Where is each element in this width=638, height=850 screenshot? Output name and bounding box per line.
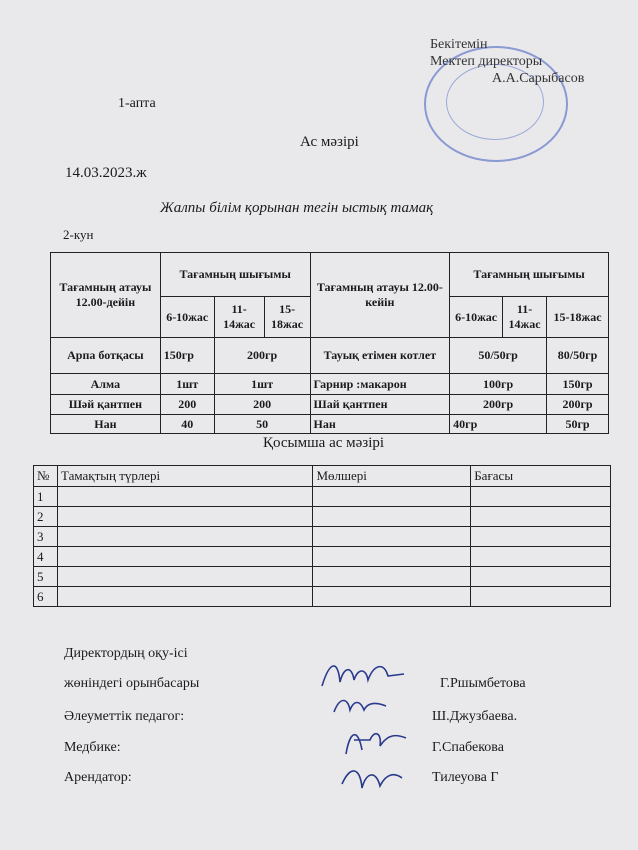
amount: 200 (214, 395, 310, 415)
amount: 1шт (214, 374, 310, 395)
amount: 1шт (160, 374, 214, 395)
dish-after: Тауық етімен котлет (310, 338, 450, 374)
header-age-6-10: 6-10жас (160, 297, 214, 338)
amount: 40гр (450, 415, 547, 434)
amount: 100гр (450, 374, 547, 395)
approval-line2: Мектеп директоры (430, 54, 543, 69)
approval-line3: А.А.Сарыбасов (492, 71, 585, 86)
table-row (51, 374, 609, 395)
amount: 200гр (450, 395, 547, 415)
signature-name: Ш.Джузбаева. (432, 709, 518, 724)
table-row (51, 338, 609, 374)
header-yield-before: Тағамның шығымы (160, 253, 310, 297)
header-number: № (34, 466, 58, 487)
date-label: 14.03.2023.ж (65, 165, 147, 181)
page-title: Ас мәзірі (300, 134, 359, 150)
dish-after: Гарнир :макарон (310, 374, 450, 395)
header-dish-before: Тағамның атауы 12.00-дейін (51, 253, 161, 338)
row-number: 4 (34, 547, 58, 567)
amount: 50гр (547, 415, 609, 434)
table-row (51, 415, 609, 434)
signature-role: Әлеуметтік педагог: (64, 709, 185, 724)
table-row (34, 507, 611, 527)
table-row (51, 395, 609, 415)
table-row (34, 547, 611, 567)
row-number: 3 (34, 527, 58, 547)
signature-role: Медбике: (64, 740, 121, 755)
header-yield-after: Тағамның шығымы (450, 253, 609, 297)
extra-menu-table (33, 465, 611, 607)
header-age-15-18: 15-18жас (264, 297, 310, 338)
header-age-6-10: 6-10жас (450, 297, 503, 338)
row-number: 6 (34, 587, 58, 607)
table-row (34, 487, 611, 507)
dish-after: Шай қантпен (310, 395, 450, 415)
menu-table (50, 252, 609, 434)
header-quantity: Мөлшері (313, 466, 471, 487)
header-age-11-14: 11-14жас (214, 297, 264, 338)
amount: 150гр (547, 374, 609, 395)
amount: 50/50гр (450, 338, 547, 374)
header-dish-after: Тағамның атауы 12.00-кейін (310, 253, 450, 338)
header-price: Бағасы (471, 466, 611, 487)
amount: 200гр (547, 395, 609, 415)
amount: 40 (160, 415, 214, 434)
table-row (34, 567, 611, 587)
approval-block (430, 36, 584, 87)
signature-scribble (318, 656, 408, 692)
amount: 150гр (160, 338, 214, 374)
signature-role: Директордың оқу-ісі (64, 646, 188, 661)
header-age-11-14: 11-14жас (503, 297, 547, 338)
row-number: 1 (34, 487, 58, 507)
dish-before: Шәй қантпен (51, 395, 161, 415)
header-age-15-18: 15-18жас (547, 297, 609, 338)
day-label: 2-кун (63, 227, 94, 242)
row-number: 2 (34, 507, 58, 527)
signature-name: Тилеуова Г (432, 770, 499, 785)
amount: 80/50гр (547, 338, 609, 374)
signature-role: Арендатор: (64, 770, 132, 785)
signature-scribble (336, 760, 406, 796)
signature-scribble (340, 724, 410, 758)
dish-after: Нан (310, 415, 450, 434)
signature-name: Г.Спабекова (432, 740, 504, 755)
row-number: 5 (34, 567, 58, 587)
header-food-types: Тамақтың түрлері (57, 466, 313, 487)
extra-menu-title: Қосымша ас мәзірі (263, 435, 385, 451)
signature-scribble (330, 692, 390, 720)
signature-role: жөніндегі орынбасары (64, 676, 200, 691)
week-label: 1-апта (118, 96, 156, 111)
signature-name: Г.Ршымбетова (440, 676, 526, 691)
amount: 200 (160, 395, 214, 415)
table-row (34, 587, 611, 607)
approval-line1: Бекітемін (430, 37, 488, 52)
amount: 200гр (214, 338, 310, 374)
table-row (34, 527, 611, 547)
subtitle: Жалпы білім қорынан тегін ыстық тамақ (160, 200, 434, 216)
dish-before: Алма (51, 374, 161, 395)
dish-before: Нан (51, 415, 161, 434)
dish-before: Арпа ботқасы (51, 338, 161, 374)
amount: 50 (214, 415, 310, 434)
